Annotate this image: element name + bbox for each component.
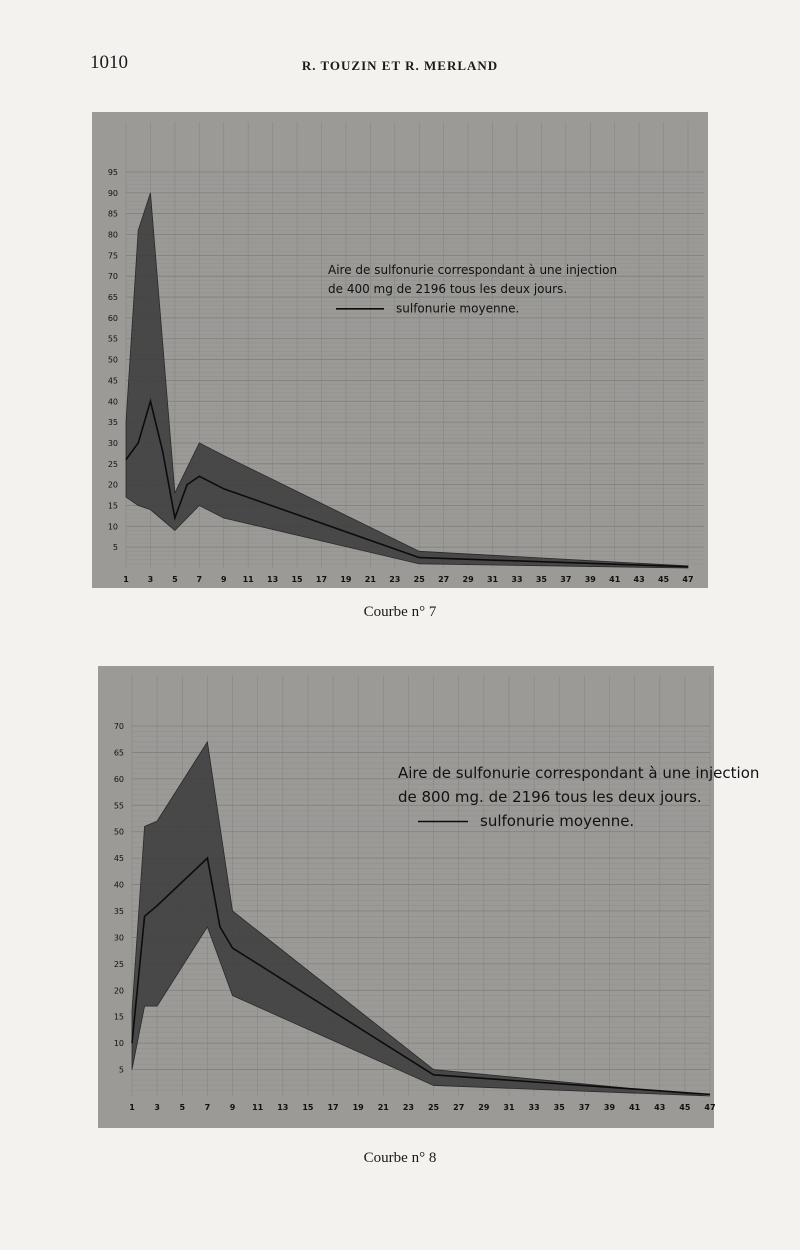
- x-tick-label: 11: [242, 575, 254, 584]
- y-tick-label: 10: [107, 522, 118, 532]
- x-tick-label: 23: [389, 575, 401, 584]
- x-tick-label: 37: [560, 575, 572, 584]
- y-tick-label: 35: [107, 418, 118, 428]
- y-tick-label: 5: [112, 543, 118, 553]
- y-tick-label: 80: [107, 230, 118, 240]
- y-tick-label: 65: [113, 748, 124, 758]
- x-tick-label: 43: [633, 575, 645, 584]
- y-tick-label: 45: [113, 854, 124, 864]
- x-tick-label: 31: [486, 575, 499, 584]
- x-tick-label: 17: [315, 575, 328, 584]
- y-tick-label: 60: [107, 313, 118, 323]
- x-tick-label: 27: [453, 1103, 465, 1112]
- chart-8: [98, 666, 760, 1128]
- x-tick-label: 9: [229, 1103, 236, 1112]
- x-tick-label: 13: [267, 575, 279, 584]
- legend-line-1: Aire de sulfonurie correspondant à une injection: [398, 764, 760, 782]
- legend-line-1: Aire de sulfonurie correspondant à une injection: [328, 263, 618, 277]
- x-tick-label: 33: [511, 575, 523, 584]
- x-tick-label: 15: [302, 1103, 314, 1112]
- x-tick-label: 1: [129, 1103, 135, 1112]
- y-tick-label: 55: [107, 334, 118, 344]
- y-tick-label: 25: [107, 459, 118, 469]
- y-tick-label: 95: [107, 168, 118, 177]
- chart-plate-8: [98, 666, 760, 1128]
- legend-line-2: de 400 mg de 2196 tous les deux jours.: [328, 282, 568, 297]
- y-tick-label: 55: [113, 801, 124, 811]
- x-tick-label: 17: [327, 1103, 339, 1112]
- x-tick-label: 29: [462, 575, 474, 584]
- y-tick-label: 15: [107, 501, 118, 511]
- y-tick-label: 40: [113, 880, 124, 890]
- x-tick-label: 13: [277, 1103, 289, 1112]
- y-tick-label: 5: [118, 1065, 124, 1075]
- x-tick-label: 29: [478, 1103, 490, 1112]
- x-tick-label: 9: [220, 575, 227, 584]
- y-tick-label: 50: [107, 355, 118, 365]
- y-tick-label: 70: [107, 272, 118, 282]
- x-tick-label: 41: [609, 575, 621, 584]
- x-tick-label: 39: [584, 575, 596, 584]
- y-tick-label: 20: [107, 480, 118, 490]
- y-tick-label: 90: [107, 188, 118, 198]
- x-tick-label: 1: [123, 575, 129, 584]
- x-tick-label: 5: [179, 1103, 186, 1112]
- y-tick-label: 15: [113, 1012, 124, 1022]
- x-tick-label: 25: [413, 575, 425, 584]
- x-tick-label: 7: [204, 1103, 211, 1112]
- x-tick-label: 41: [629, 1103, 641, 1112]
- y-tick-label: 10: [113, 1039, 124, 1049]
- y-tick-label: 20: [113, 986, 124, 996]
- y-tick-label: 75: [107, 251, 118, 261]
- y-tick-label: 25: [113, 959, 124, 969]
- y-tick-label: 40: [107, 397, 118, 407]
- x-tick-label: 15: [291, 575, 303, 584]
- running-head: R. TOUZIN ET R. MERLAND: [301, 58, 499, 73]
- x-tick-label: 45: [657, 575, 670, 584]
- x-tick-label: 47: [704, 1103, 716, 1112]
- x-tick-label: 23: [402, 1103, 415, 1112]
- y-tick-label: 45: [107, 376, 118, 386]
- x-tick-label: 11: [252, 1103, 264, 1112]
- x-tick-label: 37: [578, 1103, 590, 1112]
- x-tick-label: 25: [427, 1103, 440, 1112]
- x-tick-label: 35: [535, 575, 547, 584]
- legend-line-2: de 800 mg. de 2196 tous les deux jours.: [398, 788, 702, 806]
- caption-courbe-8: Courbe n° 8: [363, 1150, 437, 1166]
- legend-line-3: sulfonurie moyenne.: [480, 812, 635, 830]
- x-tick-label: 45: [679, 1103, 691, 1112]
- legend-line-3: sulfonurie moyenne.: [396, 301, 520, 316]
- y-tick-label: 65: [107, 293, 118, 303]
- x-tick-label: 35: [553, 1103, 565, 1112]
- chart-7: [92, 112, 708, 588]
- x-tick-label: 31: [503, 1103, 515, 1112]
- x-tick-label: 43: [654, 1103, 666, 1112]
- y-tick-label: 35: [113, 907, 124, 916]
- y-tick-label: 85: [107, 209, 118, 219]
- x-tick-label: 5: [172, 575, 178, 584]
- x-tick-label: 39: [603, 1103, 616, 1112]
- y-tick-label: 60: [113, 774, 124, 784]
- x-tick-label: 21: [364, 575, 376, 584]
- x-tick-label: 21: [377, 1103, 389, 1112]
- x-tick-label: 33: [528, 1103, 540, 1112]
- y-tick-label: 50: [113, 827, 124, 837]
- x-tick-label: 3: [154, 1103, 160, 1112]
- x-tick-label: 47: [682, 575, 694, 584]
- x-tick-label: 19: [340, 575, 352, 584]
- page-number: 1010: [90, 52, 128, 73]
- chart-plate-7: [92, 112, 708, 588]
- x-tick-label: 7: [196, 575, 203, 584]
- y-tick-label: 70: [113, 722, 124, 731]
- caption-courbe-7: Courbe n° 7: [363, 604, 437, 620]
- x-tick-label: 19: [352, 1103, 364, 1112]
- y-tick-label: 30: [113, 933, 124, 943]
- x-tick-label: 27: [438, 575, 450, 584]
- y-tick-label: 30: [107, 438, 118, 448]
- x-tick-label: 3: [147, 575, 154, 584]
